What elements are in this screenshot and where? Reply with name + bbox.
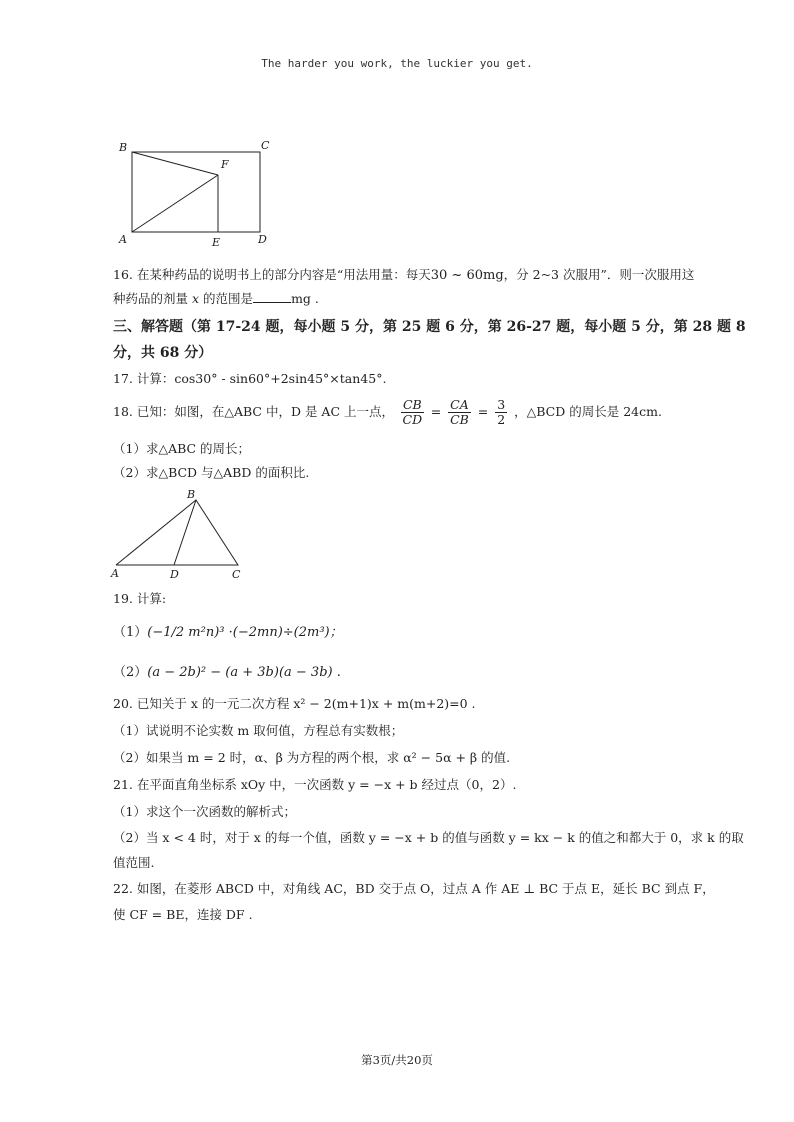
question-18-part2: （2）求△BCD 与△ABD 的面积比. — [113, 465, 310, 480]
question-19-part1: （1）(−1/2 m²n)³ ·(−2mn)÷(2m³)； — [113, 625, 343, 640]
question-22-line1: 22. 如图，在菱形 ABCD 中，对角线 AC，BD 交于点 O，过点 A 作 AE ⊥ BC 于点 E，延长 BC 到点 F， — [113, 881, 715, 896]
triangle-figure — [108, 486, 258, 582]
question-21-part1: （1）求这个一次函数的解析式； — [113, 804, 296, 819]
label-D: D — [170, 568, 179, 581]
fraction-3-2: $\frac{3}{2}$ — [497, 397, 506, 427]
question-20-part2: （2）如果当 m = 2 时，α、β 为方程的两个根，求 α² − 5α + β 的值. — [113, 750, 511, 765]
question-22-line2: 使 CF = BE，连接 DF . — [113, 907, 253, 922]
label-A: A — [119, 233, 127, 246]
question-18: 18. 已知：如图，在△ABC 中，D 是 AC 上一点， $\frac{CB}{CD}$ = $\frac{CA}{CB}$ = $\frac{3}{2}$ ，△BCD 的周长是 24cm. — [113, 397, 662, 427]
question-17: 17. 计算：cos30° - sin60°+2sin45°×tan45°. — [113, 371, 387, 386]
rectangle-figure — [110, 135, 290, 253]
question-21-part2: （2）当 x < 4 时，对于 x 的每一个值，函数 y = −x + b 的值与函数 y = kx − k 的值之和都大于 0，求 k 的取 — [113, 830, 744, 845]
label-A: A — [111, 567, 119, 580]
label-C: C — [261, 139, 270, 152]
answer-blank[interactable] — [253, 291, 291, 303]
label-C: C — [232, 568, 241, 581]
page-header-motto: The harder you work, the luckier you get. — [261, 57, 533, 70]
question-18-part1: （1）求△ABC 的周长； — [113, 441, 251, 456]
question-16-line2: 种药品的剂量 x 的范围是 mg . — [113, 291, 319, 306]
fraction-ca-cb: $\frac{CA}{CB}$ — [450, 397, 469, 427]
fraction-cb-cd: $\frac{CB}{CD}$ — [402, 397, 423, 427]
question-19-part2: （2）(a − 2b)² − (a + 3b)(a − 3b) . — [113, 665, 341, 680]
label-B: B — [187, 488, 196, 501]
question-20-part1: （1）试说明不论实数 m 取何值，方程总有实数根； — [113, 723, 404, 738]
question-16-line1: 16. 在某种药品的说明书上的部分内容是“用法用量：每天30 ~ 60mg，分 2~3 次服用”．则一次服用这 — [113, 267, 695, 283]
label-F: F — [221, 158, 229, 171]
question-21: 21. 在平面直角坐标系 xOy 中，一次函数 y = −x + b 经过点（0，2）. — [113, 777, 517, 792]
label-E: E — [212, 236, 221, 249]
question-21-part2-cont: 值范围. — [113, 855, 155, 870]
label-B: B — [119, 141, 128, 154]
section-3-heading-line2: 分，共 68 分） — [113, 345, 213, 361]
section-3-heading-line1: 三、解答题（第 17-24 题，每小题 5 分，第 25 题 6 分，第 26-27 题，每小题 5 分，第 28 题 8 — [113, 319, 746, 335]
question-20: 20. 已知关于 x 的一元二次方程 x² − 2(m+1)x + m(m+2)=0 . — [113, 696, 476, 711]
page-number: 第3页/共20页 — [361, 1053, 433, 1067]
label-D: D — [258, 233, 267, 246]
question-19-title: 19. 计算: — [113, 591, 167, 606]
